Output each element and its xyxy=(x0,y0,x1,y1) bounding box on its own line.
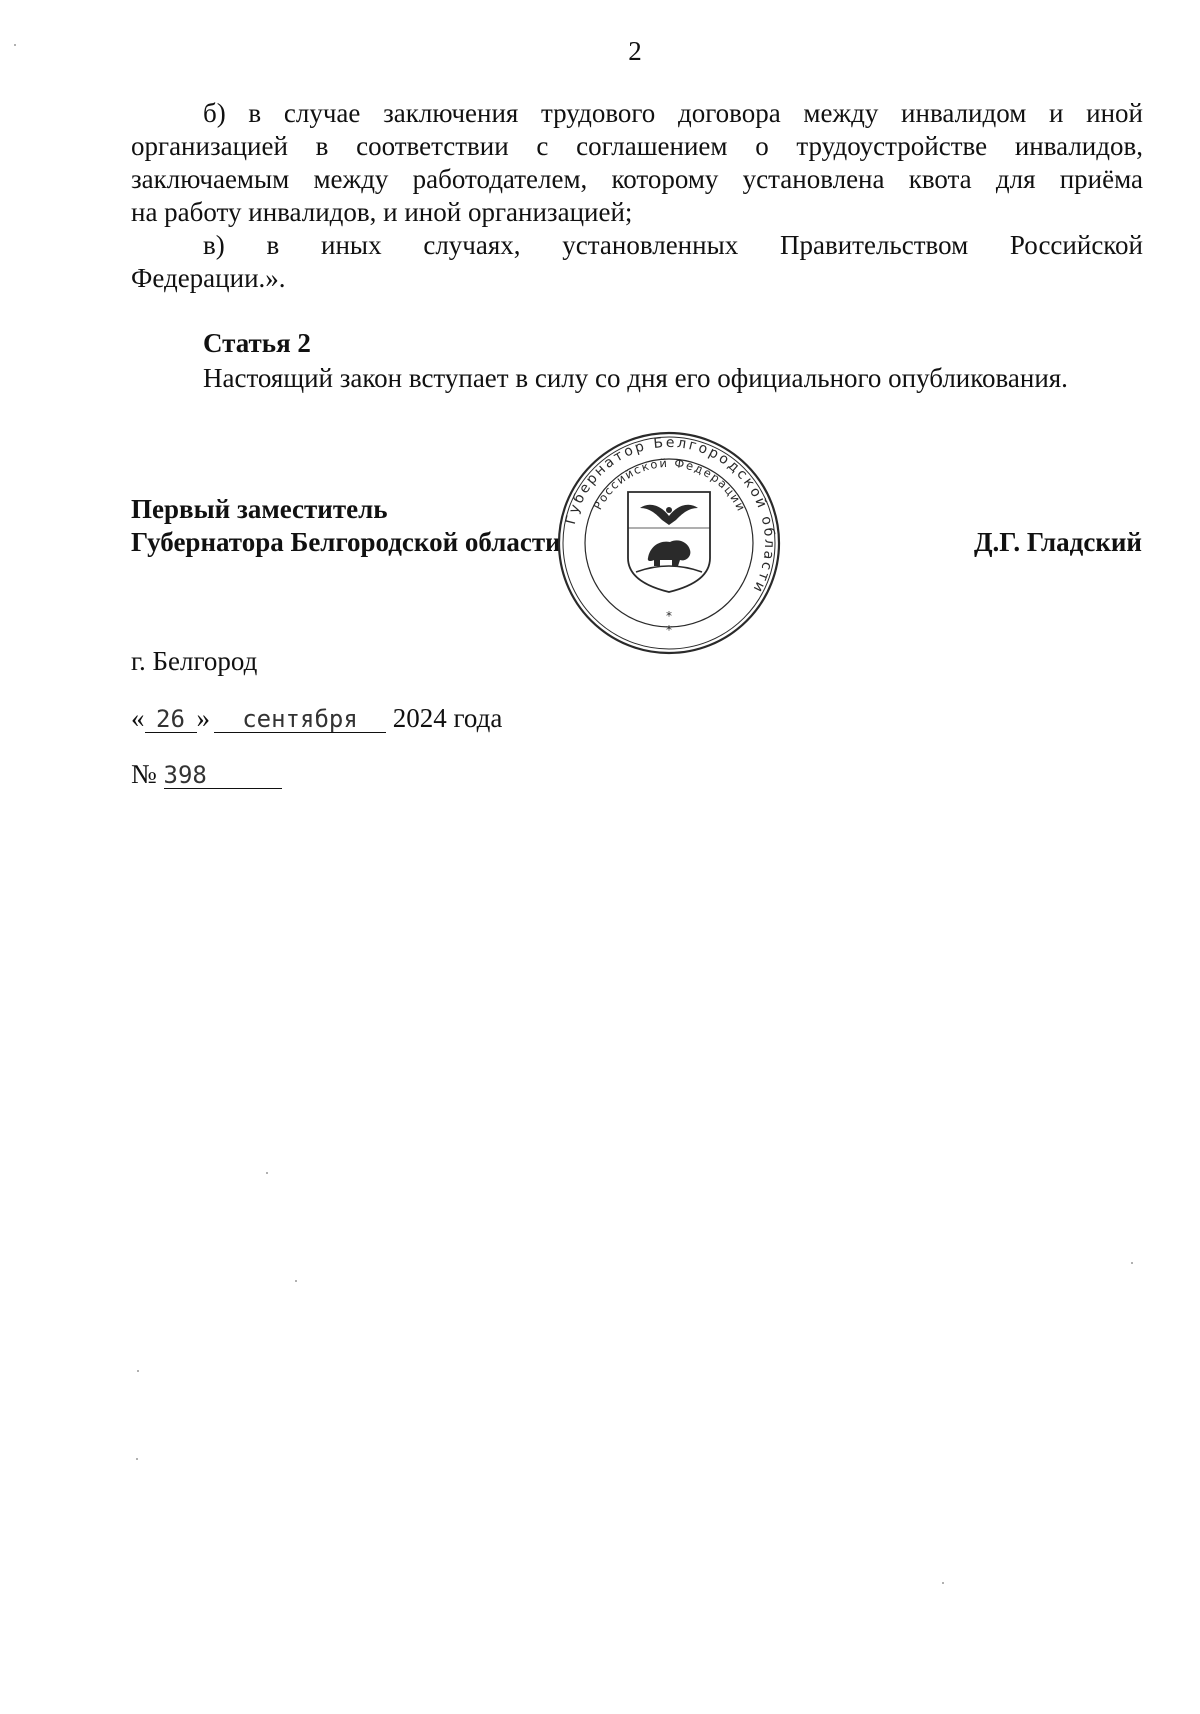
paragraph-b-line-2: организацией в соответствии с соглашением о трудоустройстве инвалидов, xyxy=(131,131,1143,161)
paragraph-b-line-3: заключаемым между работодателем, которому установлена квота для приёма xyxy=(131,164,1143,194)
signatory-title-line-1: Первый заместитель xyxy=(131,494,388,524)
article-heading: Статья 2 xyxy=(203,328,311,358)
svg-text:*: * xyxy=(666,623,672,637)
document-number xyxy=(131,759,282,790)
scan-speck xyxy=(14,44,16,46)
svg-text:Губернатор Белгородской област: Губернатор Белгородской области xyxy=(562,434,778,597)
date-month: сентября xyxy=(214,706,386,733)
scan-speck xyxy=(295,1280,297,1282)
scan-speck xyxy=(137,1370,139,1372)
page-number: 2 xyxy=(628,36,642,66)
paragraph-v-line-2: Федерации.». xyxy=(131,263,286,293)
paragraph-b-line-1: б) в случае заключения трудового договора между инвалидом и иной xyxy=(203,98,1143,128)
date-close-quote: » xyxy=(196,703,210,733)
scan-speck xyxy=(1131,1262,1133,1264)
paragraph-b-line-4: на работу инвалидов, и иной организацией; xyxy=(131,197,633,227)
date-line xyxy=(131,703,502,734)
number-value: 398 xyxy=(164,762,282,789)
city: г. Белгород xyxy=(131,646,258,676)
scan-speck xyxy=(136,1458,138,1460)
scan-speck xyxy=(942,1582,944,1584)
signatory-name: Д.Г. Гладский xyxy=(973,527,1142,557)
date-open-quote: « xyxy=(131,703,145,733)
date-day: 26 xyxy=(145,706,197,733)
scan-speck xyxy=(266,1172,268,1174)
official-seal xyxy=(556,430,782,656)
date-year: 2024 года xyxy=(392,703,503,733)
signatory-title-line-2: Губернатора Белгородской области xyxy=(131,527,561,557)
article-text: Настоящий закон вступает в силу со дня его официального опубликования. xyxy=(203,363,1068,393)
svg-text:*: * xyxy=(666,609,672,623)
svg-text:Российской Федерации: Российской Федерации xyxy=(590,455,749,515)
number-label: № xyxy=(131,759,157,789)
paragraph-v-line-1: в) в иных случаях, установленных Правительством Российской xyxy=(203,230,1143,260)
